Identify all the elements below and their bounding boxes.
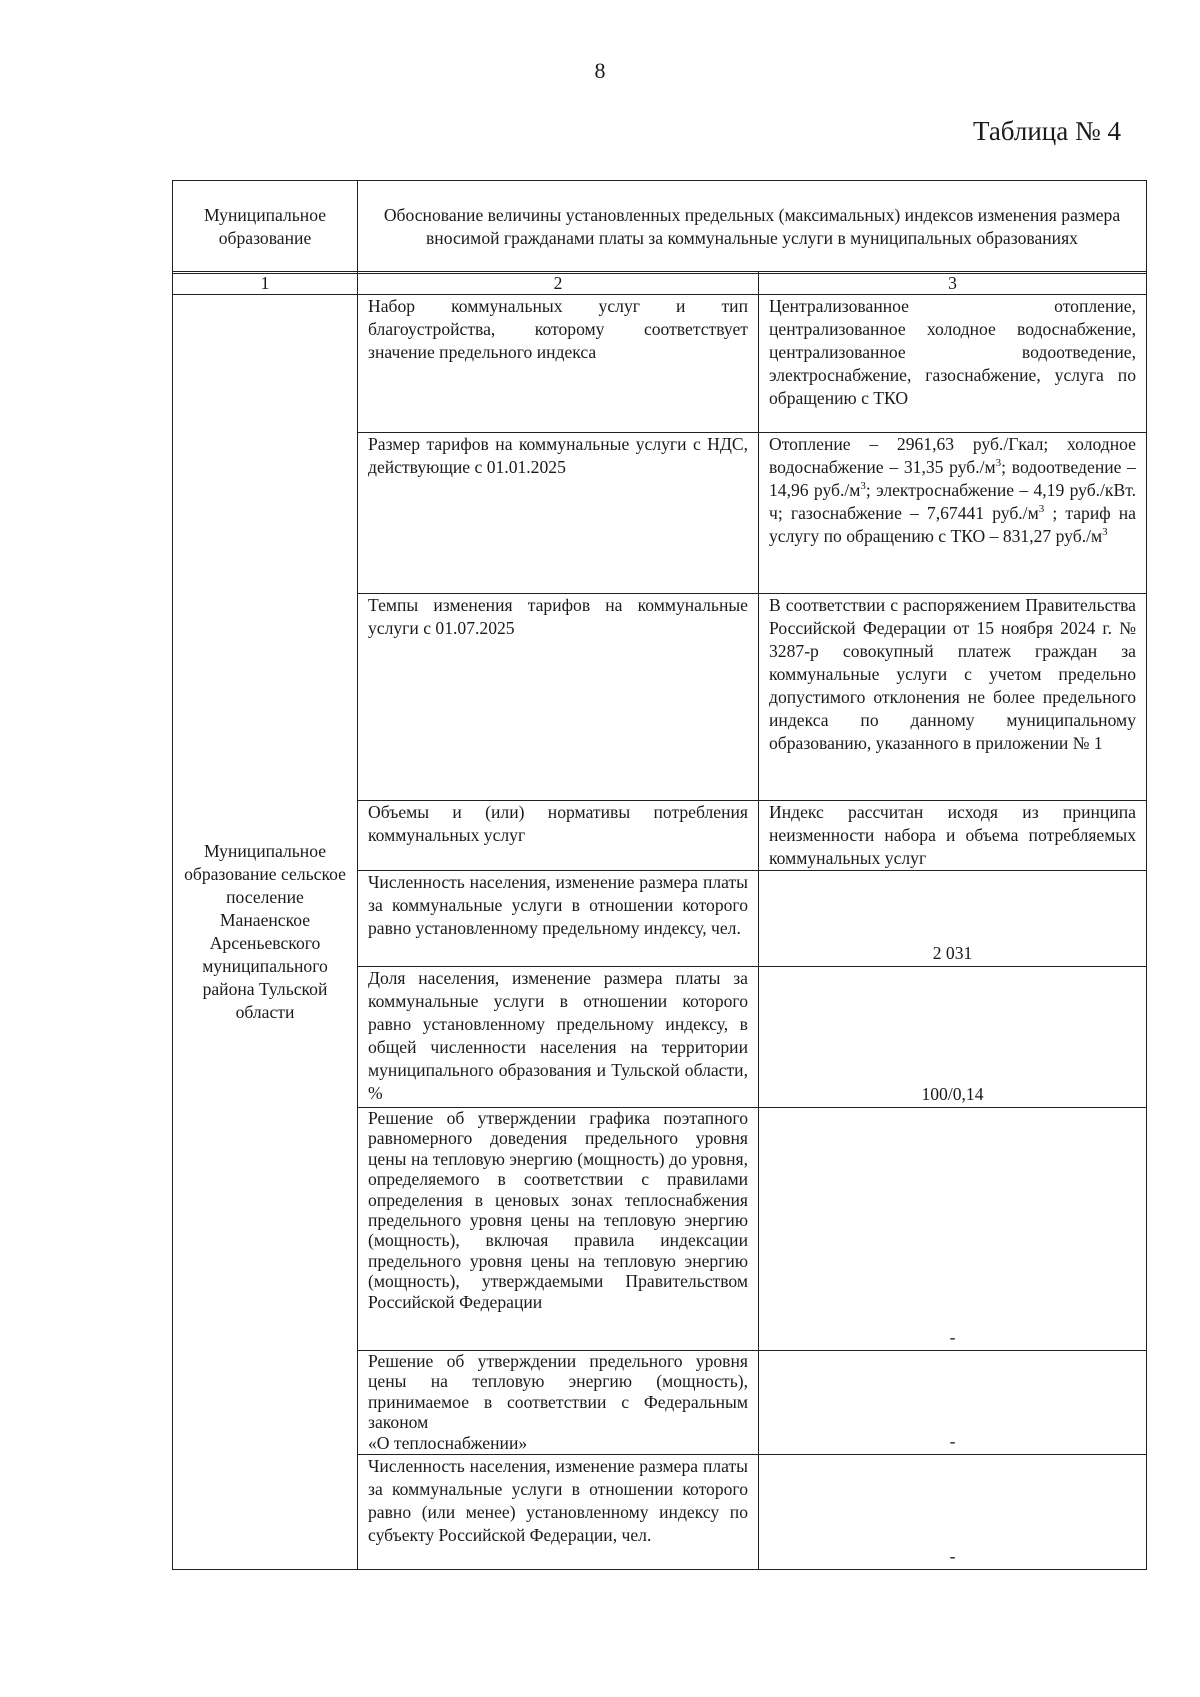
- row-param-heat-price-limit: [358, 1351, 759, 1455]
- row-param-tariff-change-rate: Темпы изменения тарифов на коммунальные услуги с 01.07.2025: [358, 594, 759, 801]
- header-table: [172, 180, 1147, 274]
- tariffs-sup-3: 3: [1038, 503, 1045, 516]
- row-value-heat-price-schedule: -: [759, 1108, 1147, 1351]
- row-param-consumption: Объемы и (или) нормативы потребления коммунальных услуг: [358, 801, 759, 871]
- header-justification: Обоснование величины установленных предельных (максимальных) индексов изменения размера вносимой гражданами платы за коммунальные услуги в муниципальных образованиях: [358, 181, 1147, 274]
- row-param-population-subject: Численность населения, изменение размера платы за коммунальные услуги в отношении которого равно (или менее) установленному индексу по субъекту Российской Федерации, чел.: [358, 1455, 759, 1570]
- tariffs-sup-2: 3: [860, 480, 866, 493]
- column-number-2: 2: [358, 272, 759, 295]
- tariffs-text-1: Отопление – 2961,63 руб./Гкал; холодное водоснабжение – 31,35 руб./м: [769, 434, 1136, 477]
- tariffs-sup-1: 3: [995, 457, 1002, 470]
- tariffs-text-3: ; электроснабжение – 4,19 руб./кВт. ч; газоснабжение – 7,67441 руб./м: [769, 480, 1136, 523]
- data-table: [172, 271, 1147, 1570]
- row-param-tariffs: Размер тарифов на коммунальные услуги с НДС, действующие с 01.01.2025: [358, 433, 759, 594]
- row-value-heat-price-limit: -: [759, 1351, 1147, 1455]
- row-param-services-set: Набор коммунальных услуг и тип благоустройства, которому соответствует значение предельного индекса: [358, 295, 759, 433]
- row-value-consumption: Индекс рассчитан исходя из принципа неизменности набора и объема потребляемых коммунальных услуг: [759, 801, 1147, 871]
- row-value-tariff-change-rate: В соответствии с распоряжением Правительства Российской Федерации от 15 ноября 2024 г. № 3287-р совокупный платеж граждан за коммунальные услуги с учетом предельно допустимого отклонения не более предельного индекса по данному муниципальному образованию, указанного в приложении № 1: [759, 594, 1147, 801]
- tariffs-text-4: ; тариф на услугу по обращению с ТКО – 831,27 руб./м: [769, 503, 1136, 546]
- row-param-heat-price-schedule: Решение об утверждении графика поэтапного равномерного доведения предельного уровня цены на тепловую энергию (мощность) до уровня, определяемого в соответствии с правилами определения в ценовых зонах теплоснабжения предельного уровня цены на тепловую энергию (мощность), включая правила индексации предельного уровня цены на тепловую энергию (мощность), утверждаемыми Правительством Российской Федерации: [358, 1108, 759, 1351]
- row-value-population-count: 2 031: [759, 871, 1147, 967]
- row-value-services-set: Централизованное отопление, централизованное холодное водоснабжение, централизованное водоотведение, электроснабжение, газоснабжение, услуга по обращению с ТКО: [759, 295, 1147, 433]
- municipality-name: Муниципальное образование сельское поселение Манаенское Арсеньевского муниципального района Тульской области: [173, 295, 358, 1570]
- heat-price-limit-line-1: Решение об утверждении предельного уровня цены на тепловую энергию (мощность), принимаемое в соответствии с Федеральным законом: [368, 1351, 748, 1433]
- page-number: 8: [594, 58, 606, 83]
- tariffs-sup-4: 3: [1102, 526, 1108, 539]
- row-value-tariffs: [759, 433, 1147, 594]
- header-row: [173, 181, 1147, 274]
- heat-price-limit-line-2: «О теплоснабжении»: [368, 1432, 528, 1453]
- column-number-1: 1: [173, 272, 358, 295]
- table-row: [173, 295, 1147, 433]
- row-param-population-share: Доля населения, изменение размера платы за коммунальные услуги в отношении которого равно установленному предельному индексу, в общей численности населения на территории муниципального образования и Тульской области, %: [358, 967, 759, 1108]
- row-value-population-share: 100/0,14: [759, 967, 1147, 1108]
- tariffs-text-2: ; водоотведение – 14,96 руб./м: [769, 457, 1136, 500]
- row-param-population-count: Численность населения, изменение размера платы за коммунальные услуги в отношении которого равно установленному предельному индексу, чел.: [358, 871, 759, 967]
- column-number-row: [173, 272, 1147, 295]
- column-number-3: 3: [759, 272, 1147, 295]
- row-value-population-subject: -: [759, 1455, 1147, 1570]
- header-municipality: Муниципальное образование: [173, 181, 358, 274]
- table-title: Таблица № 4: [973, 116, 1121, 146]
